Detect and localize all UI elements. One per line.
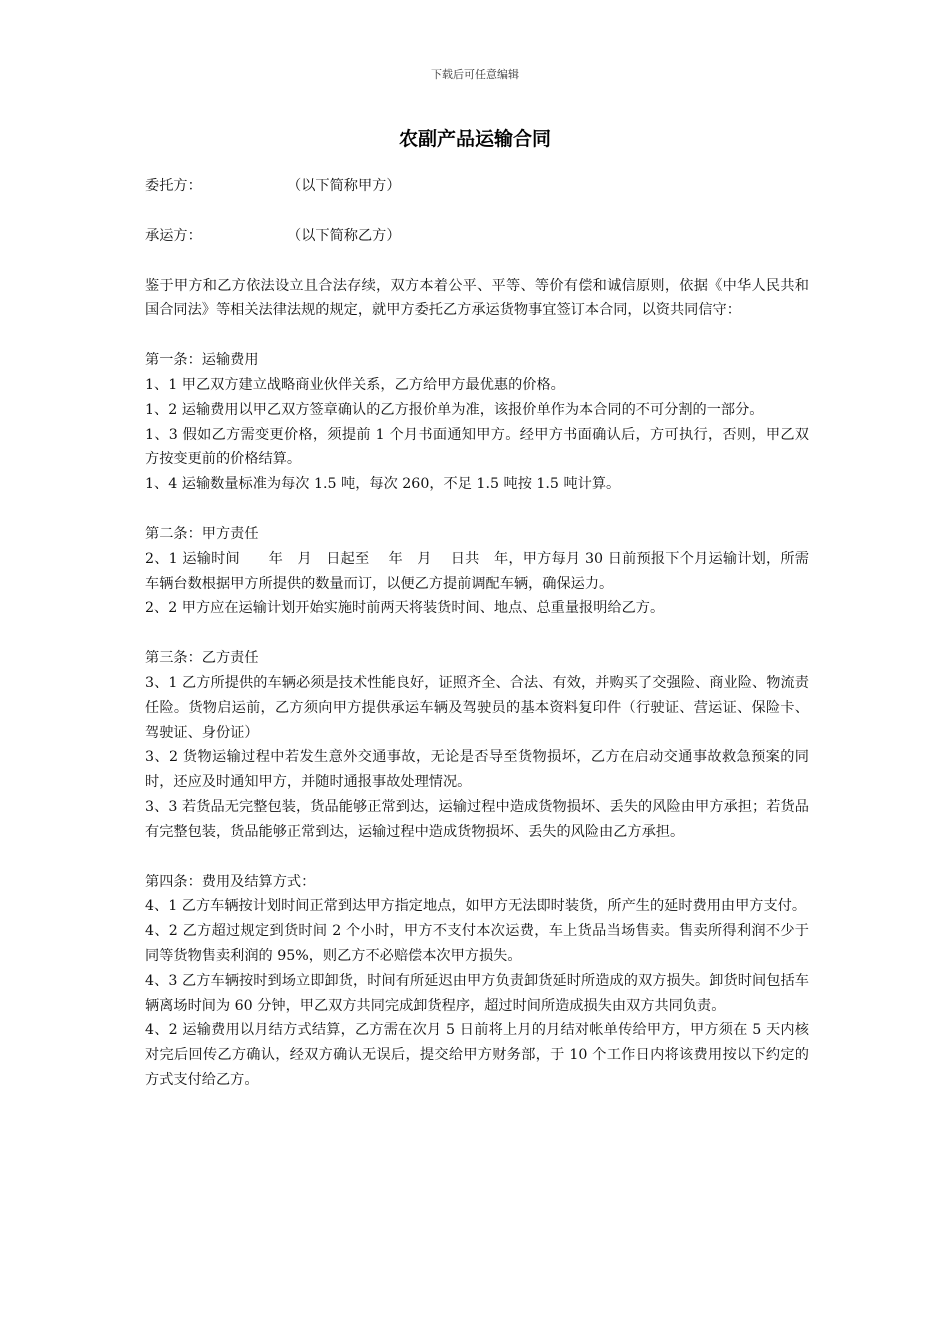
preamble: 鉴于甲方和乙方依法设立且合法存续，双方本着公平、平等、等价有偿和诚信原则，依据《中华人民共和国合同法》等相关法律法规的规定，就甲方委托乙方承运货物事宜签订本合同，以资共同信守： [145,277,809,319]
clause: 1、1 甲乙双方建立战略商业伙伴关系，乙方给甲方最优惠的价格。 [145,376,565,393]
clause: 1、4 运输数量标准为每次 1.5 吨，每次 260，不足 1.5 吨按 1.5 吨计算。 [145,476,621,493]
document-body [145,174,809,1093]
document-title: 农副产品运输合同 [398,128,551,150]
clause: 3、3 若货品无完整包装，货品能够正常到达，运输过程中造成货物损坏、丢失的风险由甲方承担；若货品有完整包装，货品能够正常到达，运输过程中造成货物损坏、丢失的风险由乙方承担。 [145,798,809,840]
clause: 2、1 运输时间 年 月 日起至 年 月 日共 年，甲方每月 30 日前预报下个月运输计划，所需车辆台数根据甲方所提供的数量而订，以便乙方提前调配车辆，确保运力。 [145,550,809,592]
clause: 4、3 乙方车辆按时到场立即卸货，时间有所延迟由甲方负责卸货延时所造成的双方损失。卸货时间包括车辆离场时间为 60 分钟，甲乙双方共同完成卸货程序，超过时间所造成损失由双方共同负责。 [145,972,809,1014]
section-heading: 第三条：乙方责任 [145,650,259,667]
clause: 1、2 运输费用以甲乙双方签章确认的乙方报价单为准，该报价单作为本合同的不可分割的一部分。 [145,401,764,418]
clause: 4、2 运输费用以月结方式结算，乙方需在次月 5 日前将上月的月结对帐单传给甲方，甲方须在 5 天内核对完后回传乙方确认，经双方确认无误后，提交给甲方财务部，于 10 个工作日内将该费用按以下约定的方式支付给乙方。 [145,1022,809,1088]
section-4 [145,870,809,1093]
section-heading: 第二条：甲方责任 [145,525,259,542]
party-b-line [145,224,809,249]
section-3 [145,646,809,844]
clause: 2、2 甲方应在运输计划开始实施时前两天将装货时间、地点、总重量报明给乙方。 [145,600,665,617]
clause: 1、3 假如乙方需变更价格，须提前 1 个月书面通知甲方。经甲方书面确认后，方可执行，否则，甲乙双方按变更前的价格结算。 [145,426,809,468]
clause: 4、2 乙方超过规定到货时间 2 个小时，甲方不支付本次运费，车上货品当场售卖。售卖所得利润不少于同等货物售卖利润的 95%，则乙方不必赔偿本次甲方损失。 [145,923,809,964]
section-1 [145,348,809,497]
section-2 [145,522,809,621]
party-a-note: （以下简称甲方） [287,178,401,194]
party-a-line [145,174,809,199]
clause: 3、2 货物运输过程中若发生意外交通事故，无论是否导至货物损坏，乙方在启动交通事故救急预案的同时，还应及时通知甲方，并随时通报事故处理情况。 [145,749,809,791]
party-b-note: （以下简称乙方） [287,227,401,244]
clause: 4、1 乙方车辆按计划时间正常到达甲方指定地点，如甲方无法即时装货，所产生的延时费用由甲方支付。 [145,898,807,915]
section-heading: 第一条：运输费用 [145,352,259,369]
section-heading: 第四条：费用及结算方式： [145,873,316,890]
page-header: 下载后可任意编辑 [431,68,519,81]
party-b-label: 承运方： [145,227,202,244]
party-a-label: 委托方： [145,178,202,194]
clause: 3、1 乙方所提供的车辆必须是技术性能良好，证照齐全、合法、有效，并购买了交强险、商业险、物流责任险。货物启运前，乙方须向甲方提供承运车辆及驾驶员的基本资料复印件（行驶证、营运证、保险卡、驾驶证、身份证） [145,674,809,741]
